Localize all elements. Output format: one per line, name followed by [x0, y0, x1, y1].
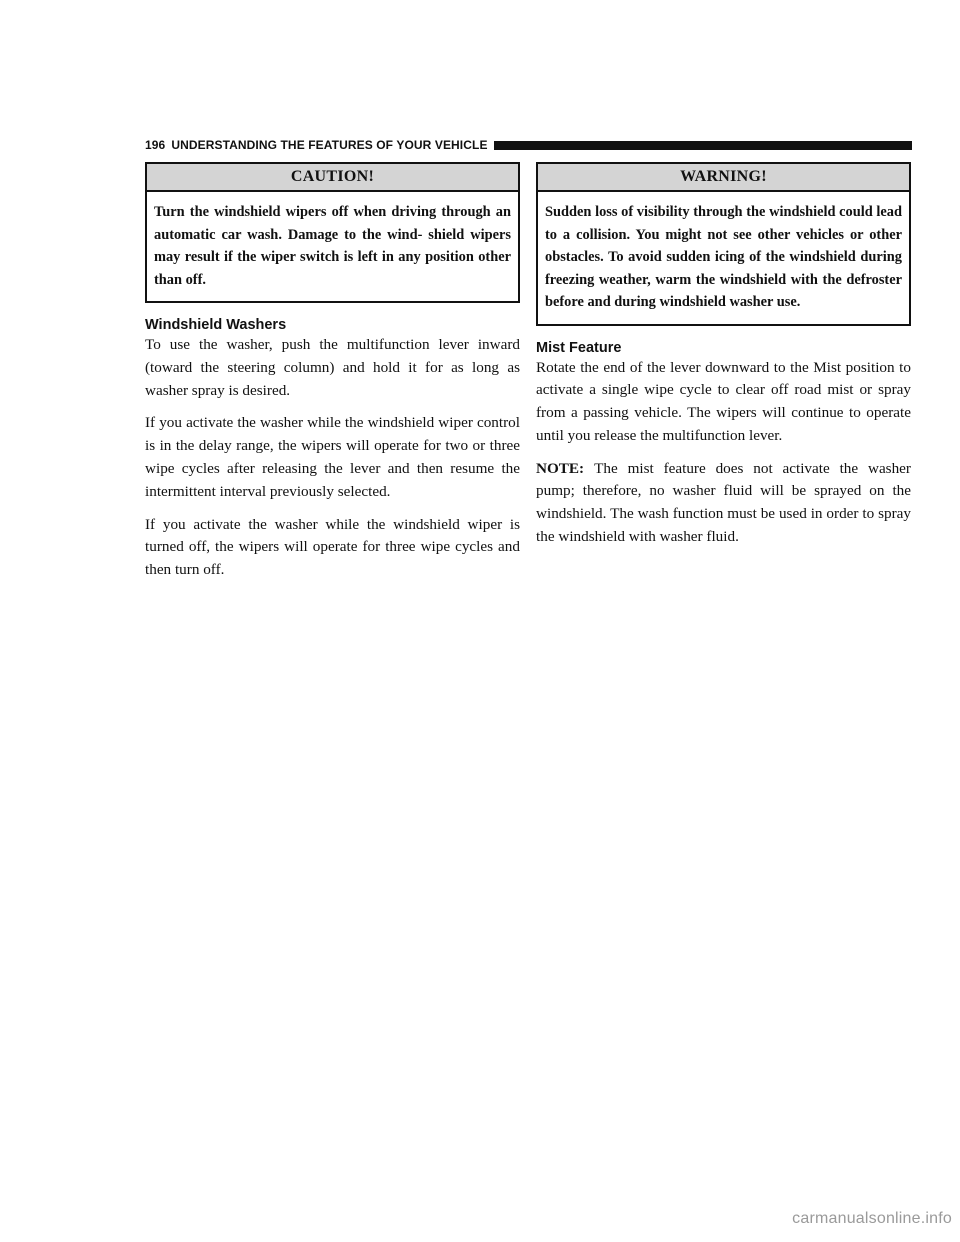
warning-title: WARNING!: [538, 164, 909, 192]
caution-title: CAUTION!: [147, 164, 518, 192]
note-label: NOTE:: [536, 459, 585, 477]
caution-box: [145, 162, 520, 303]
left-column: [145, 162, 520, 582]
warning-text: Sudden loss of visibility through the windshield could lead to a collision. You might not see other vehicles or other obstacles. To avoid sudden icing of the windshield during freezing weather, warm the windshield with the defroster before and during windshield washer use.: [545, 204, 902, 310]
watermark-logo: carmanualsonline.info: [792, 1210, 952, 1227]
page-header: [145, 134, 912, 156]
mist-heading: Mist Feature: [536, 339, 622, 356]
washers-heading: Windshield Washers: [145, 317, 287, 333]
mist-note: [536, 458, 911, 549]
header-rule: [494, 141, 912, 150]
section-title: UNDERSTANDING THE FEATURES OF YOUR VEHICLE: [171, 138, 488, 152]
warning-box: [536, 162, 911, 326]
page-number: 196: [145, 138, 166, 152]
note-text: The mist feature does not activate the washer pump; therefore, no washer fluid will be sprayed on the windshield. The wash function must be used in order to spray the windshield with washer fluid.: [536, 459, 911, 546]
washers-paragraph-3: If you activate the washer while the windshield wiper is turned off, the wipers will operate for three wipe cycles and then turn off.: [145, 515, 520, 579]
washers-paragraph-1: To use the washer, push the multifunction lever inward (toward the steering column) and hold it for as long as washer spray is desired.: [145, 336, 520, 399]
right-column: [536, 162, 911, 549]
washers-paragraph-2: If you activate the washer while the windshield wiper control is in the delay range, the wipers will operate for two or three wipe cycles after releasing the lever and then resume the intermittent interval previously selected.: [145, 414, 520, 500]
mist-paragraph: Rotate the end of the lever downward to the Mist position to activate a single wipe cycle to clear off road mist or spray from a passing vehicle. The wipers will continue to operate until you release the multifunction lever.: [536, 358, 911, 444]
caution-text: Turn the windshield wipers off when driving through an automatic car wash. Damage to the wind- shield wipers may result if the wiper switch is left in any position other than off.: [154, 204, 511, 288]
